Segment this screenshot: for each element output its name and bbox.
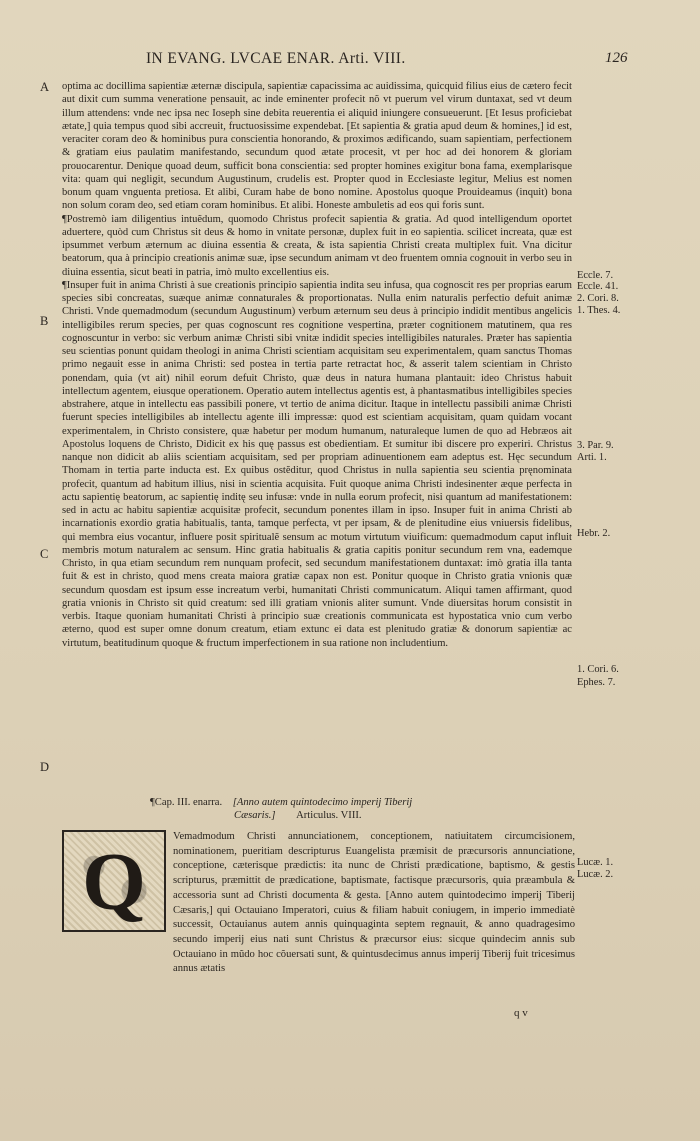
margin-note-2-cori-8: 2. Cori. 8. [577,293,619,304]
margin-note-lucae-1: Lucæ. 1. [577,857,614,868]
decorated-initial [62,830,166,932]
paragraph-insuper: ¶Insuper fuit in anima Christi à sue creationis principio sapientia indita seu infusa, qua cognoscit res per proprias earum species sibi concreatas, suæque animæ connaturales & proportionatas. Nulla enim naturalis perfectio defuit animæ Christi. Vnde quemadmodum (secundum Augustinum) verbum æternum seu deus à principio indidit mentibus angelicis intelligibiles rerum species, per quas cognoscunt res cognitione vespertina, præter cognitionem matutinem, qua res cognoscuntur in verbo: sic verbum animæ Christi sibi vnitæ indidit species intelligibiles naturales. Præter has sapientia seu scientias ponunt quidam theologi in anima Christi scientiam acquisitam seu experimentalem, quam sanctus Thomas primo negauit esse in anima Christi: sed postea in tertia parte retractat hoc, & asserit talem scientiam in Christo ponendam, quia (vt ait) nihil eorum defuit Christo, quæ deus in natura humana plantauit: ideo Christus habuit intellectum agentem, eiusque operationem. Operatio autem intellectus agentis est, à phantasmatibus intelligibiles species abstrahere, atque in intellectu eas passibili ponere, vt tertio de anima dicitur. Itaque in intellectu passibili animæ Christi fuerunt species intelligibiles ab intellectu agente illi impressæ: quod est scientiam acquisitam, quam quidam vocant experimentalem, in Christo consistere, quæ habetur per modum humanum, naturaleque lumen de quo ad Hebræos ait Apostolus loquens de Christo, Didicit ex his quę passus est obedientiam. Et sumitur ibi discere pro experiri. Christus nanque non didicit ab aliis scientiam acquisitam, sed per propriam adinuentionem eam adeptus est. Hęc secundum Thomam in tertia parte inducta est. Ex quibus ostĕditur, quod Christus in nulla sapientia seu scientia pręnominata profecit, quantum ad habitum illius, nisi in scientia acquisita. Fuit quoque anima Christi indesinenter æque perfecta in actu sapientię beatorum, ac sapientię inditę seu infusæ: vnde in nulla eorum profecit, nisi quantum ad manifestationem: sed in actu ac habitu sapientiæ acquisitæ profecit, secundum ponentes illam in ipso. Insuper fuit in anima Christi ab incarnationis exordio gratia habitualis, tanta, tamque perfecta, vt per ipsam, & de plenitudine eius vniuersis fidelibus, qui membra eius vocantur, influere posit spiritualẽ sensum ac motum virtutum viuificum: quemadmodum caput influit membris motum naturalem ac sensum. Hinc gratia habitualis & gratia capitis ponitur secundum rem vna, eademque Christo, in qua etiam secundum rem nunquam profecit, sed secundum manifestationem duntaxat: imò gratia illa tanta fuit & est in christo, quod mens creata maiora gratiæ capax non est. Ponitur quoque in Christo gratia vnionis quæ secundum quosdam est ipsum esse increatum verbi, humanitati Christi communicatum. Aliqui tamen affirmant, quod gratia vnionis in Christo sit quid creatum: sed illi gratiam vnionis aliter sumunt. Vnde diuersitas horum consistit in verbis. Itaque quoniam humanitati Christi à principio suæ creationis communicata est hypostatica vnio cum verbo æterno, quod est super omne donum creatum, etiam extunc ei data est plenitudo gratiæ & donorum sapientiæ ac virtutum, beatitudinum quoque & fructum imperfectionem in sua ratione non includentium. [62,279,572,649]
paragraph-sapientia: optima ac docillima sapientiæ æternæ discipula, sapientiæ capacissima ac auidissima, quicquid filius eius de cætero fecit aut dixit cum summa veneratione pensauit, ac inde eminenter profecit nõ vt puerum vel virum duntaxat, sed vt deum illum attendens: vnde nec ipsa nec Ioseph sine debita reuerentia ei aliquid iniungere consueuerunt. [Et Iesus proficiebat ætate,] quia tempus quod sibi accreuit, fructuosissime expendebat. [Et sapientia & gratia apud deum & homines,] id est, veraciter coram deo & hominibus pura conscientia honorando, & proximos ædificando, suam sapientiam, perfectionem & gratiam eius paulatim manifestando, secundum quod ætate procesit, vt per hoc ad dei honorem & gloriam prouocarentur. Denique quoad deum, sufficit bona conscientia: sed propter homines exigitur bona fama, exemplarisque vita: quam qui negligit, secundum Augustinum, crudelis est. Propter quod in Ecclesiaste legitur, Melius est nomen bonum quam vnguenta pretiosa. Et alibi, Curam habe de bono nomine. Apostolus quoque Prouideamus (inquit) bona non solum coram deo, sed etiam coram hominibus. Et alibi. Honeste ambuletis ad eos qui foris sunt. [62,81,572,212]
margin-note-arti-1: Arti. 1. [577,452,607,463]
article-label: Articulus. VIII. [296,810,362,821]
section-marker-b: B [40,314,49,328]
margin-note-lucae-2: Lucæ. 2. [577,869,614,880]
chapter-label: ¶Cap. III. enarra. [150,797,223,808]
chapter-opening: Vemadmodum Christi annunciationem, conceptionem, natiuitatem circumcisionem, nominationem, pueritiam descripturus Euangelista præmisit de præcursoris annunciatione, conceptione, cæterisque prædictis: ita nunc de Christi prædicatione, baptismo, & gestis scripturus, præmittit de prædicatione, baptismate, factisque præcursoris, quia præambula & accessoria sunt ad Christi documenta & gesta. [173,831,575,901]
section-marker-d: D [40,760,50,774]
margin-note-eccle-41: Eccle. 41. [577,281,619,292]
initial-letter: Q [82,836,146,927]
chapter-continuation: [Anno autem quintodecimo imperij Tiberij Cæsaris,] qui Octauiano Imperatori, cuius & filiam habuit coniugem, in imperio immediatè successit, Octauianus autem annis quinquaginta septem regnauit, & anno quadragesimo secundo imperij eius nati sunt Christus & præcursor eius: sicque quindecim annis sub Octauiano in mũdo hoc cõuersati sunt, & quintusdecimus annus imperij Tiberij fuit tricesimus annus ætatis [173,889,575,975]
chapter-heading [150,796,550,822]
section-marker-a: A [40,80,50,94]
page-number: 126 [605,50,628,66]
main-text-block [62,80,572,650]
signature-mark: q v [514,1007,528,1019]
chapter-lemma: [Anno autem quintodecimo imperij Tiberij [232,797,413,808]
margin-note-3-par-9: 3. Par. 9. [577,440,614,451]
margin-note-eccle-7: Eccle. 7. [577,270,614,281]
running-title: IN EVANG. LVCAE ENAR. Arti. VIII. [146,50,406,67]
section-marker-c: C [40,547,49,561]
margin-note-1-thes-4: 1. Thes. 4. [577,305,621,316]
chapter-lemma-end: Cæsaris.] [234,810,276,821]
margin-note-ephes-7: Ephes. 7. [577,677,616,688]
running-header [0,50,700,72]
paragraph-postremo: ¶Postremò iam diligentius intuẽdum, quomodo Christus profecit sapientia & gratia. Ad quod intelligendum oportet aduertere, quòd cum Christus sit deus & homo in vnitate personæ, duplex fuit in eo sapientia. scilicet increata, quæ est ipsummet verbum æternum ac diuina essentia & creata, & ista sapientia Christi creata multiplex fuit. Vna dicitur beatorum, qua à principio creationis animæ suæ, ipse secundum animam vt deo fruentem omnia cognouit in verbo seu in diuina essentia, sicut beati in patria, imò multo excellentius eis. [62,213,572,278]
margin-note-1-cori-6: 1. Cori. 6. [577,664,619,675]
chapter-text-block [173,830,575,977]
margin-note-hebr-2: Hebr. 2. [577,528,611,539]
